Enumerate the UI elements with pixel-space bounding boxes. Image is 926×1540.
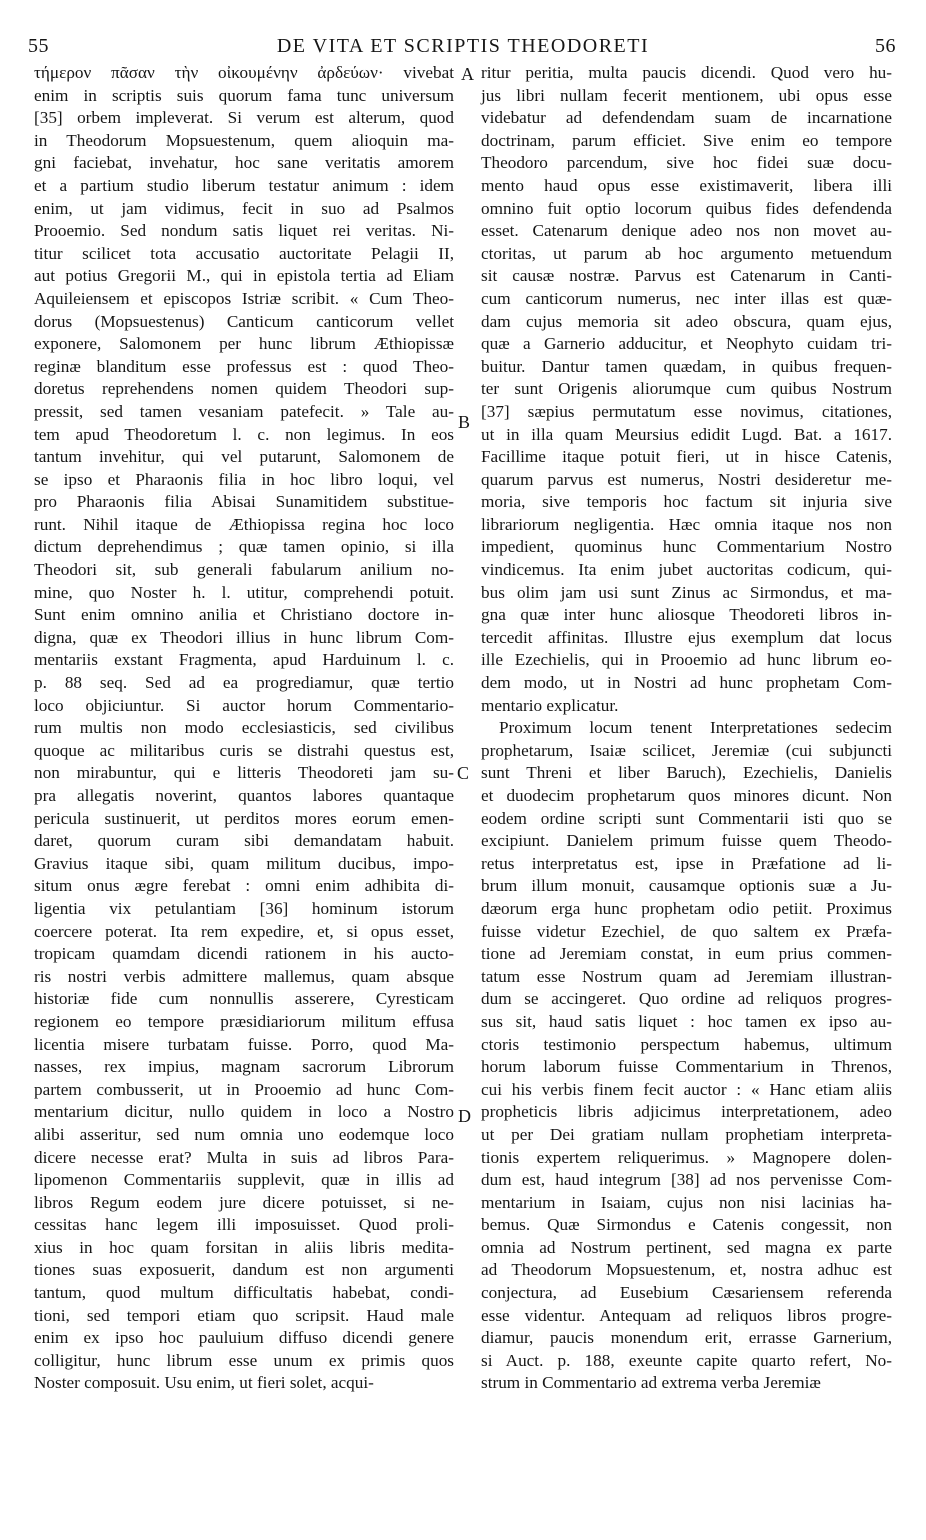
text-line: pra allegatis noverint, quantos labores quantaque bbox=[34, 786, 454, 805]
text-line: historiæ fide cum nonnullis asserere, Cyresticam bbox=[34, 989, 454, 1009]
text-line: libros Regum eodem jure dicere potuisset, si ne- bbox=[34, 1192, 454, 1212]
text-line: [37] sæpius permutatum esse novimus, citationes, bbox=[481, 401, 892, 421]
text-line: reginæ blanditum esse professus est : quod Theo- bbox=[34, 356, 454, 376]
text-line: et a partium studio liberum testatur animum : idem bbox=[34, 175, 454, 195]
text-line: tem apud Theodoretum l. c. non legimus. In eos bbox=[34, 424, 454, 444]
text-line: [35] orbem impleverat. Si verum est alterum, quod bbox=[34, 108, 454, 128]
text-line: conjectura, ad Eusebium Cæsariensem referenda bbox=[481, 1283, 892, 1303]
text-line: brum illum monuit, causamque optionis suæ a Ju- bbox=[481, 876, 892, 896]
text-line: xius in hoc quam forsitan in aliis libris medita- bbox=[34, 1237, 454, 1257]
text-line: Theodori sit, sub generali fabularum anilium no- bbox=[34, 560, 454, 580]
text-line: se ipso et Pharaonis filia in hoc libro loqui, vel bbox=[34, 469, 454, 489]
text-line: loco objiciuntur. Si auctor horum Commentario- bbox=[34, 695, 454, 715]
text-line: omnino fuit optio locorum quibus fides defendenda bbox=[481, 198, 892, 218]
text-line: enim, ut jam vidimus, fecit in suo ad Psalmos bbox=[34, 198, 454, 218]
text-line: tione ad Jeremiam constat, in eum prius commen- bbox=[481, 944, 892, 964]
text-line: enim in scriptis suis quorum fama tunc universum bbox=[34, 85, 454, 105]
text-line: aut potius Gregorii M., qui in epistola tertia ad Eliam bbox=[34, 266, 454, 286]
text-line: horum laborum fuisse Commentarium in Threnos, bbox=[481, 1057, 892, 1077]
text-line: coercere poterat. Ita rem expedire, et, si opus esset, bbox=[34, 921, 454, 941]
margin-marker-a: A bbox=[461, 64, 474, 84]
text-line: impedient, quominus hunc Commentarium Nostro bbox=[481, 537, 892, 557]
page-number-left: 55 bbox=[28, 35, 49, 57]
text-line: ctoritas, ut parum ab hoc argumento metuendum bbox=[481, 243, 892, 263]
text-line: licentia misere turbatam fuisse. Porro, quod Ma- bbox=[34, 1034, 454, 1054]
text-line: enim ex ipso hoc pauluium diffuso dicendi genere bbox=[34, 1328, 454, 1348]
margin-marker-b: B bbox=[458, 412, 471, 432]
text-line: mento haud opus esse existimaverit, libera illi bbox=[481, 175, 892, 195]
text-line: fuisse videtur Ezechiel, de quo saltem ex Præfa- bbox=[481, 921, 892, 941]
text-line: quarum parvus est numerus, Nostri desideretur me- bbox=[481, 469, 892, 489]
text-line: prophetarum, Isaiæ scilicet, Jeremiæ (cui subjuncti bbox=[481, 740, 892, 760]
text-line: mine, quo Noster h. l. utitur, comprehendi potuit. bbox=[34, 582, 454, 602]
text-line: pro Pharaonis filia Abisai Sunamitidem substitue- bbox=[34, 492, 454, 512]
text-line: dorus (Mopsuestenus) Canticum canticorum vellet bbox=[34, 311, 454, 331]
text-line: Sunt enim omnino anilia et Christiano doctore in- bbox=[34, 605, 454, 625]
text-line: si Auct. p. 188, exeunte capite quarto refert, No- bbox=[481, 1350, 892, 1370]
text-line: partem combusserit, ut in Prooemio ad hunc Com- bbox=[34, 1079, 454, 1099]
text-line: ut per Dei gratiam nullam prophetiam interpreta- bbox=[481, 1124, 892, 1144]
text-line: ritur peritia, multa paucis dicendi. Quod vero hu- bbox=[481, 63, 892, 82]
text-line: colligitur, hunc librum esse unum ex primis quos bbox=[34, 1350, 454, 1370]
text-line: dicere necesse erat? Multa in suis ad libros Para- bbox=[34, 1147, 454, 1167]
text-line: dum se accingeret. Quo ordine ad reliquos progres- bbox=[481, 989, 892, 1009]
text-line: lipomenon Commentariis supplevit, quæ in illis ad bbox=[34, 1170, 454, 1190]
text-line: vindicemus. Ita enim jubet auctoritas codicum, qui- bbox=[481, 560, 892, 580]
text-line: regionem eo tempore præsidiariorum militum effusa bbox=[34, 1011, 454, 1031]
text-line: mentarium dicitur, nullo quidem in loco a Nostro bbox=[34, 1102, 454, 1122]
text-line: tercedit affinitas. Illustre ejus exemplum dat locus bbox=[481, 627, 892, 647]
text-line: tiones suas exposuerit, dandum est non argumenti bbox=[34, 1260, 454, 1280]
text-line: tioni, sed tempori etiam quo scripsit. Haud male bbox=[34, 1305, 454, 1325]
text-line: gna quæ inter hunc aliosque Theodoreti libros in- bbox=[481, 605, 892, 625]
right-column bbox=[481, 62, 892, 1395]
text-line: tionis expertem reliquerimus. » Magnopere dolen- bbox=[481, 1147, 892, 1167]
text-line: doctrinam, parum efficiet. Sive enim eo tempore bbox=[481, 130, 892, 150]
text-line: mentario explicatur. bbox=[481, 695, 619, 715]
text-line: pericula sustinuerit, ut perditos mores eorum emen- bbox=[34, 808, 454, 828]
text-line: mentariis exstant Fragmenta, apud Harduinum l. c. bbox=[34, 650, 454, 670]
text-line: sus sit, haud satis liquet : hoc tamen ex ipso au- bbox=[481, 1011, 892, 1031]
text-line: sit causæ nostræ. Parvus est Catenarum in Canti- bbox=[481, 266, 892, 286]
text-line: τήμερον πᾶσαν τὴν οἰκουμένην ἀρδεύων· vivebat bbox=[34, 63, 454, 82]
text-line: dictum deprehendimus ; quæ tamen opinio, si illa bbox=[34, 537, 454, 557]
text-line: digna, quæ ex Theodori illius in hunc librum Com- bbox=[34, 627, 454, 647]
text-line: Theodoro parcendum, sive hoc fidei suæ docu- bbox=[481, 153, 892, 173]
text-line: in Theodorum Mopsuestenum, quem alioquin ma- bbox=[34, 130, 454, 150]
text-line: gni faciebat, invehatur, hoc sane veritatis amorem bbox=[34, 153, 454, 173]
left-column bbox=[34, 62, 454, 1395]
text-line: pressit, sed tamen vesaniam patefecit. » Tale au- bbox=[34, 401, 454, 421]
text-line: titur scilicet tota accusatio auctoritate Pelagii II, bbox=[34, 243, 454, 263]
text-line: cessitas hanc legem illi imposuisset. Quod proli- bbox=[34, 1215, 454, 1235]
text-line: retus interpretatus est, ipse in Præfatione ad li- bbox=[481, 853, 892, 873]
text-line: tropicam quamdam dicendi rationem in his aucto- bbox=[34, 944, 454, 964]
text-line: esse videntur. Antequam ad reliquos libros progre- bbox=[481, 1305, 892, 1325]
margin-marker-d: D bbox=[458, 1106, 471, 1126]
text-line: cum canticorum numerus, nec inter illas est quæ- bbox=[481, 288, 892, 308]
text-line: quoque ac militaribus curis se distrahi questus est, bbox=[34, 740, 454, 760]
text-line: strum in Commentario ad extrema verba Jeremiæ bbox=[481, 1373, 821, 1393]
text-line: tantum, quod multum difficultatis habebat, condi- bbox=[34, 1283, 454, 1303]
text-line: quæ a Garnerio adducitur, et Neophyto cuidam tri- bbox=[481, 334, 892, 354]
text-line: Prooemio. Sed nondum satis liquet rei veritas. Ni- bbox=[34, 221, 454, 241]
text-line: dem modo, ut in Nostri ad hunc prophetam Com- bbox=[481, 673, 892, 693]
text-line: Facillime itaque potuit fieri, ut in hisce Catenis, bbox=[481, 447, 892, 467]
text-line: omnia ad Nostrum pertinent, sed magna ex parte bbox=[481, 1237, 892, 1257]
text-line: non mirabuntur, qui e litteris Theodoreti jam su- bbox=[34, 763, 454, 783]
text-line: p. 88 seq. Sed ad ea progrediamur, quæ tertio bbox=[34, 673, 454, 693]
text-line: Gravius itaque sibi, quam militum ducibus, impo- bbox=[34, 853, 454, 873]
text-line: et duodecim prophetarum quos minores dicunt. Non bbox=[481, 786, 892, 805]
text-line: dæorum erga hunc prophetam odio petiit. Proximus bbox=[481, 898, 892, 918]
text-line: ris nostri verbis admittere mallemus, quam absque bbox=[34, 966, 454, 986]
text-line: doretus reprehendens nomen quidem Theodori sup- bbox=[34, 379, 454, 399]
text-line: nasses, rex impius, magnam sacrorum Librorum bbox=[34, 1057, 454, 1077]
text-line: ille Ezechielis, qui in Prooemio ad hunc librum eo- bbox=[481, 650, 892, 670]
text-line: buitur. Dantur tamen quædam, in quibus frequen- bbox=[481, 356, 892, 376]
text-line: ter sunt Origenis aliorumque cum quibus Nostrum bbox=[481, 379, 892, 399]
text-line: videbatur ad defendendam suam de incarnatione bbox=[481, 108, 892, 128]
running-title: DE VITA ET SCRIPTIS THEODORETI bbox=[276, 35, 650, 57]
text-line: eodem ordine scripti sunt Commentarii isti quo se bbox=[481, 808, 892, 828]
text-line: ut in illa quam Meursius edidit Lugd. Bat. a 1617. bbox=[481, 424, 892, 444]
text-line: alibi asseritur, sed num omnia uno eodemque loco bbox=[34, 1124, 454, 1144]
text-line: Proximum locum tenent Interpretationes sedecim bbox=[499, 718, 892, 738]
text-line: dum est, haud integrum [38] ad nos pervenisse Com- bbox=[481, 1170, 892, 1190]
text-line: dam cujus memoria sit adeo obscura, quam ejus, bbox=[481, 311, 892, 331]
text-line: ligentia vix petulantiam [36] hominum istorum bbox=[34, 898, 454, 918]
text-line: esset. Catenarum denique adeo nos non movet au- bbox=[481, 221, 892, 241]
text-line: ad Theodorum Mopsuestenum, et, nostra adhuc est bbox=[481, 1260, 892, 1280]
text-line: mentarium in Isaiam, cujus non nisi lacinias ha- bbox=[481, 1192, 892, 1212]
text-line: excipiunt. Danielem primum fuisse quem Theodo- bbox=[481, 831, 892, 851]
text-line: propheticis libris adjicimus interpretationem, adeo bbox=[481, 1102, 892, 1122]
text-line: cui his verbis finem fecit auctor : « Hanc etiam aliis bbox=[481, 1079, 892, 1099]
text-line: daret, quorum curam sibi demandatam habuit. bbox=[34, 831, 454, 851]
text-line: bus olim jam usi sunt Zinus ac Sirmondus, et ma- bbox=[481, 582, 892, 602]
text-line: jus libri nullam fecerit mentionem, ubi opus esse bbox=[481, 85, 892, 105]
text-line: sunt Threni et liber Baruch), Ezechielis, Danielis bbox=[481, 763, 892, 783]
text-line: Noster composuit. Usu enim, ut fieri solet, acqui- bbox=[34, 1373, 374, 1393]
text-line: librariorum negligentia. Hæc omnia itaque nos non bbox=[481, 514, 892, 534]
text-line: Aquileiensem et episcopos Istriæ scribit. « Cum Theo- bbox=[34, 288, 454, 308]
text-line: ctoris testimonio perspectum habemus, ultimum bbox=[481, 1034, 892, 1054]
text-line: tatum esse Nostrum quam ad Jeremiam illustran- bbox=[481, 966, 892, 986]
margin-marker-c: C bbox=[457, 763, 470, 783]
text-line: moria, sive temporis hoc factum sit injuria sive bbox=[481, 492, 892, 512]
text-line: tantum invehitur, qui vel putarunt, Salomonem de bbox=[34, 447, 454, 467]
text-line: situm onus ægre ferebat : omni enim adhibita di- bbox=[34, 876, 454, 896]
text-line: diamur, paucis monendum erit, errasse Garnerium, bbox=[481, 1328, 892, 1348]
page-number-right: 56 bbox=[875, 35, 896, 57]
text-line: runt. Nihil itaque de Æthiopissa regina hoc loco bbox=[34, 514, 454, 534]
text-line: exponere, Salomonem per hunc librum Æthiopissæ bbox=[34, 334, 454, 354]
text-line: bemus. Quæ Sirmondus e Catenis congessit, non bbox=[481, 1215, 892, 1235]
text-line: rum multis non modo ecclesiasticis, sed civilibus bbox=[34, 718, 454, 738]
